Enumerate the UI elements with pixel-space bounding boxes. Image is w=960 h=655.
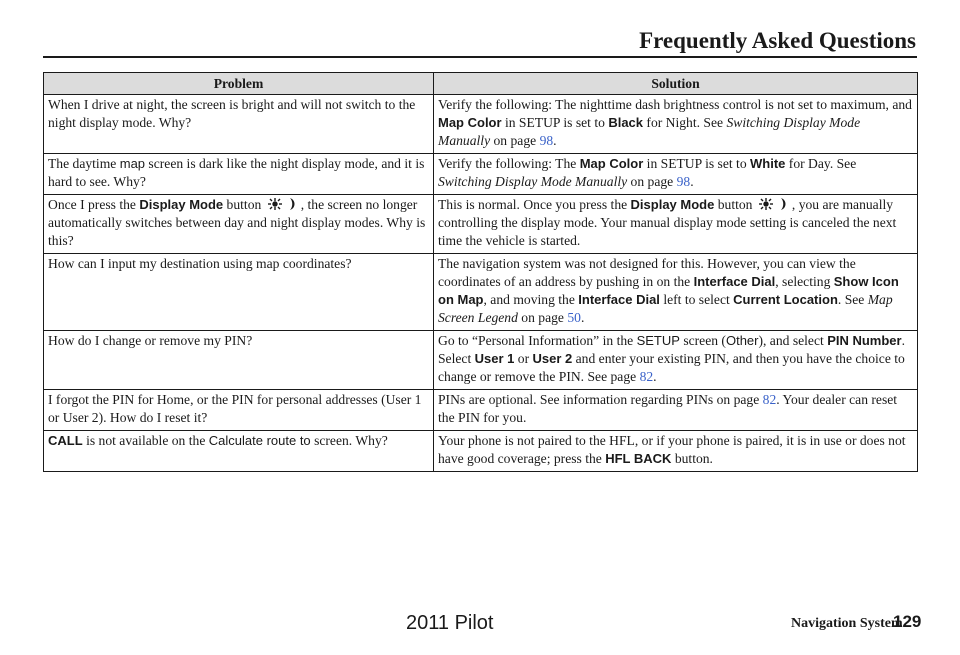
solution-text: 98 [539,133,554,148]
solution-text: SETUP [636,333,680,348]
solution-text: in SETUP is set to [501,115,609,130]
problem-text: map [119,156,146,171]
problem-text: How do I change or remove my PIN? [48,333,253,348]
problem-cell [44,154,434,195]
solution-text: . [653,369,657,384]
solution-text: PIN Number [827,333,902,348]
problem-text: , the screen no longer automatically switches between day and night display modes. Why is this? [48,197,426,248]
solution-text: for Day. See [785,156,857,171]
column-header-solution: Solution [434,73,918,95]
problem-text: How can I input my destination using map coordinates? [48,256,352,271]
solution-text: Switching Display Mode Manually [438,115,861,148]
solution-text: left to select [659,292,734,307]
problem-text: screen. Why? [310,433,388,448]
solution-text: 82 [639,369,654,384]
problem-text: The daytime [48,156,120,171]
solution-text: button. [671,451,713,466]
solution-text: on page [517,310,568,325]
solution-cell [434,95,918,154]
problem-text: CALL [48,433,83,448]
table-row [44,195,918,254]
problem-cell [44,431,434,472]
problem-cell [44,95,434,154]
solution-text: , and moving the [483,292,579,307]
solution-text: Map Color [579,156,644,171]
solution-text: PINs are optional. See information regarding PINs on page [438,392,763,407]
watermark: 2011 Pilot [406,612,494,634]
table-row [44,431,918,472]
problem-cell [44,331,434,390]
problem-text: When I drive at night, the screen is bright and will not switch to the night display mode. Why? [48,97,416,130]
problem-text: is not available on the [82,433,209,448]
solution-text: in SETUP is set to [643,156,751,171]
solution-text: Your phone is not paired to the HFL, or if your phone is paired, it is in use or does not have good coverage; press the [438,433,906,466]
solution-text: and enter your existing PIN, and then you have the choice to change or remove the PIN. See page [438,351,905,384]
solution-text: button [714,197,756,212]
solution-text: Verify the following: The nighttime dash brightness control is not set to maximum, and [438,97,912,112]
solution-text: User 2 [532,351,573,366]
table-header-row [44,73,918,95]
solution-text: Interface Dial [578,292,660,307]
title-divider [43,56,917,58]
solution-text: . [553,133,557,148]
problem-text: button [223,197,265,212]
problem-cell [44,254,434,331]
solution-text: Go to “Personal Information” in the [438,333,637,348]
table-row [44,390,918,431]
table-row [44,154,918,195]
problem-text: Display Mode [139,197,224,212]
solution-cell [434,390,918,431]
solution-text: Display Mode [630,197,715,212]
solution-text: 50 [567,310,581,325]
solution-text: . [580,310,585,325]
solution-text: Other [725,333,759,348]
solution-text: The navigation system was not designed for this. However, you can view the coordinates of an address by pushing in on the [438,256,856,289]
solution-text: , selecting [775,274,834,289]
solution-text: Current Location [733,292,838,307]
solution-text: User 1 [474,351,515,366]
solution-text: HFL BACK [605,451,672,466]
solution-text: Map Color [438,115,502,130]
solution-cell [434,195,918,254]
column-header-problem: Problem [44,73,434,95]
page-number: 129 [893,612,922,631]
display-mode-icon [757,197,791,211]
solution-cell [434,254,918,331]
problem-text: screen is dark like the night display mode, and it is hard to see. Why? [48,156,425,189]
solution-text: 98 [676,174,691,189]
solution-text: Map Screen Legend [438,292,893,325]
solution-text: Black [608,115,644,130]
solution-cell [434,431,918,472]
solution-text: . [690,174,694,189]
solution-text: This is normal. Once you press the [438,197,631,212]
solution-text: , you are manually controlling the display mode. Your manual display mode setting is canceled the next time the vehicle is started. [438,197,897,248]
problem-text: I forgot the PIN for Home, or the PIN for personal addresses (User 1 or User 2). How do I reset it? [48,392,422,425]
table-row [44,95,918,154]
page-title: Frequently Asked Questions [639,28,916,53]
solution-text: screen ( [679,333,726,348]
solution-text: . Your dealer can reset the PIN for you. [438,392,898,425]
solution-cell [434,331,918,390]
table-row [44,331,918,390]
solution-text: ), and select [758,333,828,348]
faq-table [43,72,918,472]
solution-text: on page [627,174,677,189]
solution-text: Show Icon on Map [438,274,899,307]
solution-text: . Select [438,333,905,366]
problem-text: Once I press the [48,197,140,212]
solution-text: Interface Dial [693,274,776,289]
display-mode-icon [266,197,300,211]
solution-text: for Night. See [643,115,727,130]
problem-text: Calculate route to [208,433,311,448]
solution-text: Switching Display Mode Manually [438,174,628,189]
solution-text: on page [490,133,540,148]
problem-cell [44,390,434,431]
solution-text: White [750,156,786,171]
solution-text: . See [837,292,868,307]
solution-cell [434,154,918,195]
footer-section-name: Navigation System [791,616,903,631]
faq-table-body [44,95,918,472]
table-row [44,254,918,331]
solution-text: Verify the following: The [438,156,580,171]
problem-cell [44,195,434,254]
solution-text: or [514,351,533,366]
solution-text: 82 [762,392,777,407]
